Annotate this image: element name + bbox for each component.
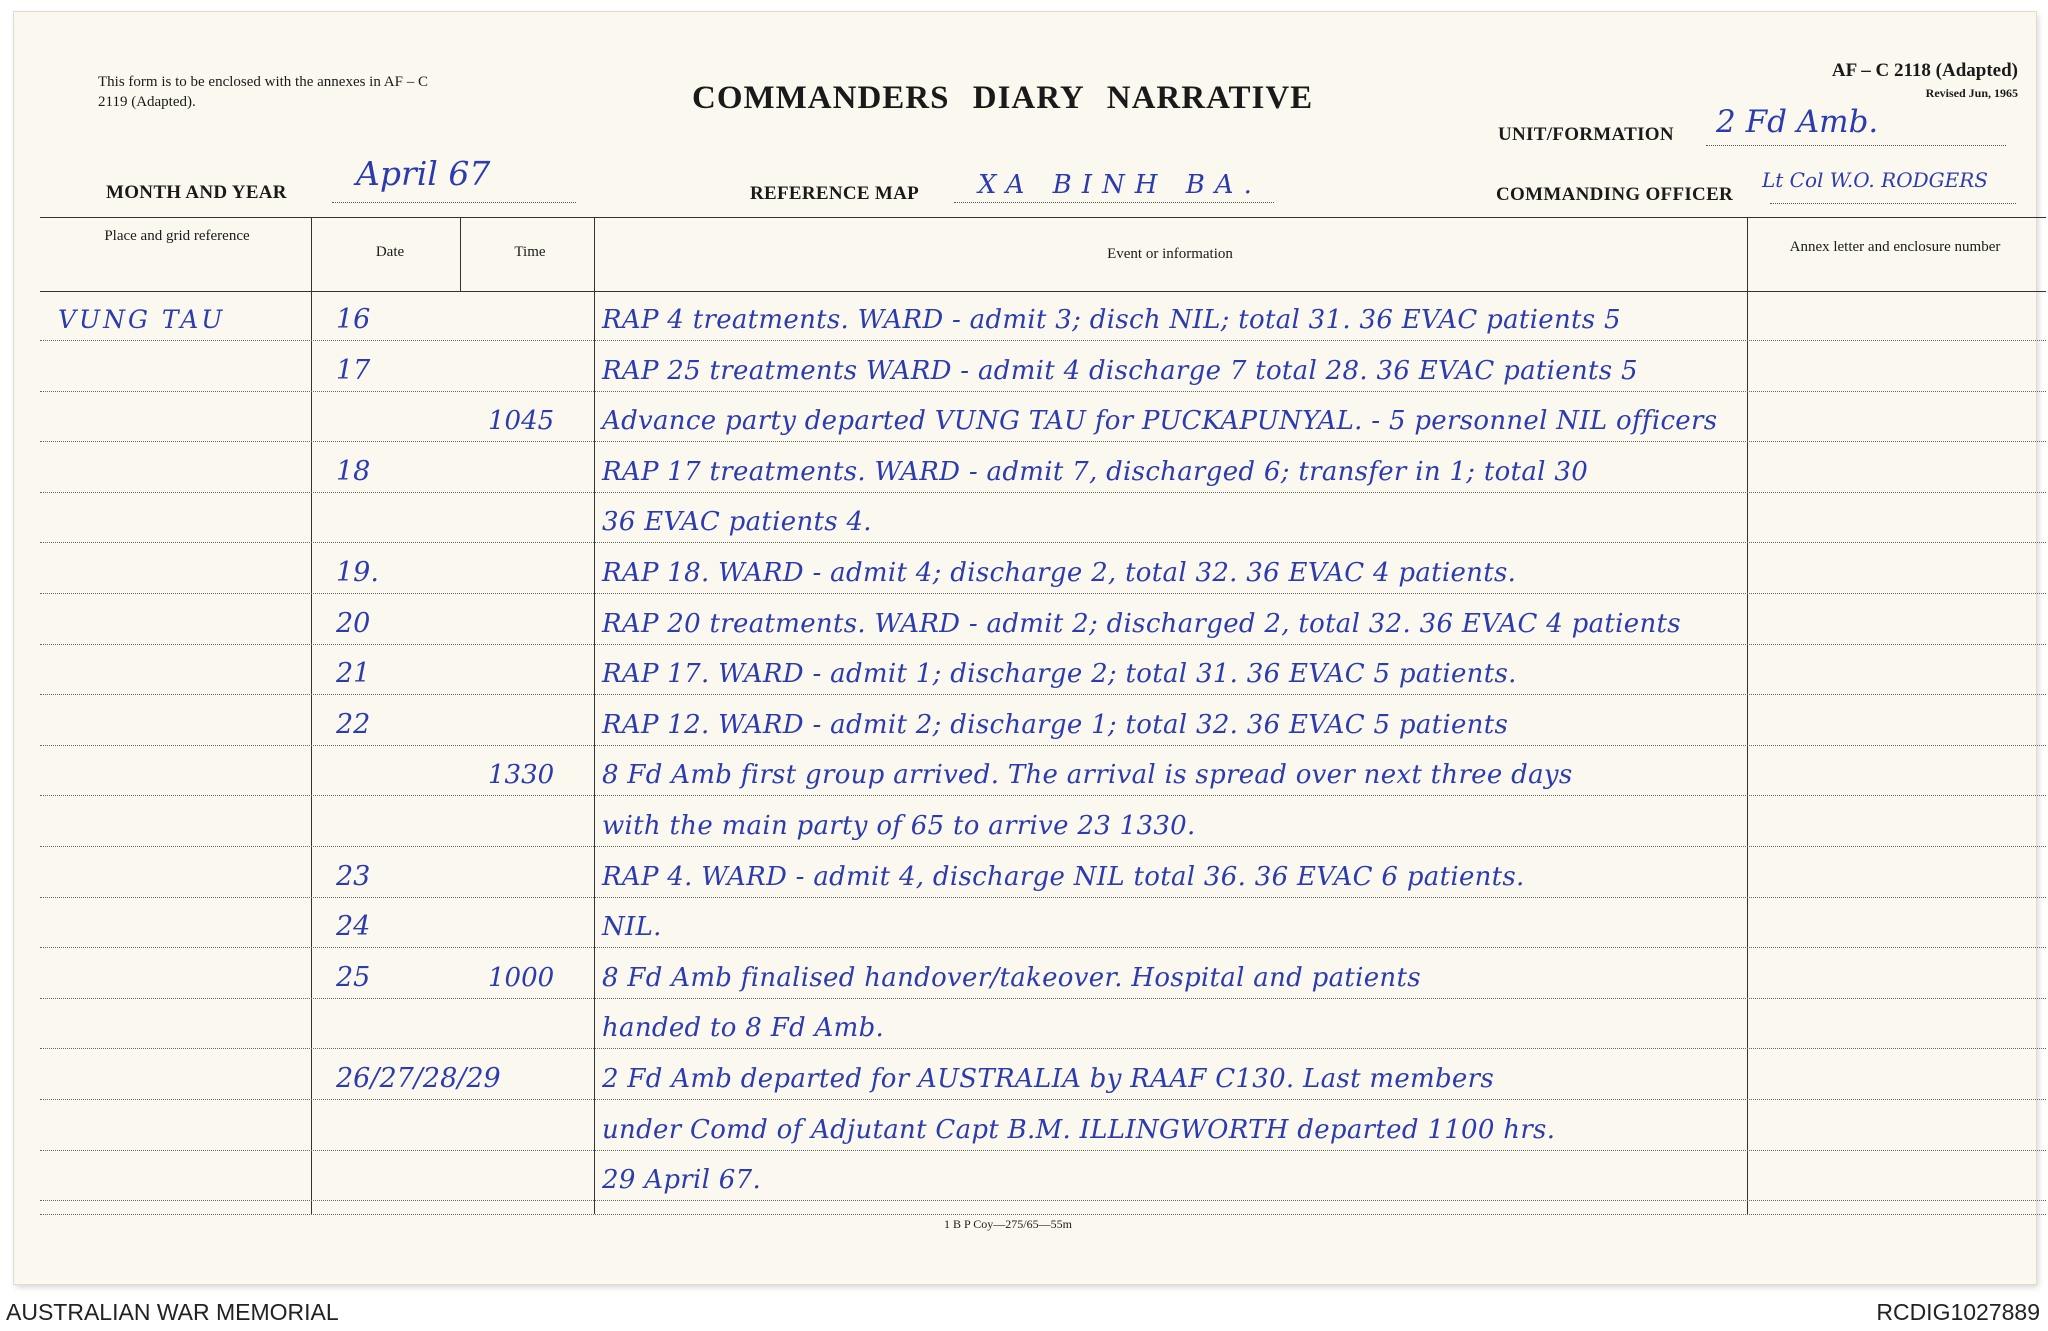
event-cell: 8 Fd Amb finalised handover/takeover. Hospital and patients <box>602 962 1421 993</box>
date-cell: 23 <box>336 860 371 892</box>
column-divider-date <box>311 217 312 1214</box>
commanding-officer-line <box>1770 203 2016 204</box>
event-cell: 36 EVAC patients 4. <box>602 507 872 538</box>
table-header-rule <box>40 291 2046 292</box>
row-rule <box>40 492 2046 493</box>
row-rule <box>40 745 2046 746</box>
row-rule <box>40 998 2046 999</box>
unit-formation-line <box>1706 145 2006 146</box>
form-code: AF – C 2118 (Adapted) <box>1831 60 2018 81</box>
date-cell: 24 <box>336 911 371 943</box>
event-cell: RAP 4 treatments. WARD - admit 3; disch NIL; total 31. 36 EVAC patients 5 <box>602 305 1621 335</box>
commanding-officer-label: COMMANDING OFFICER <box>1496 184 1734 205</box>
date-cell: 17 <box>336 354 371 386</box>
form-code-block <box>1832 60 2018 101</box>
commanding-officer-value: Lt Col W.O. RODGERS <box>1762 168 1988 192</box>
header-event: Event or information <box>1107 246 1233 262</box>
header-time: Time <box>514 244 546 260</box>
footer-record-id: RCDIG1027889 <box>1876 1299 2040 1325</box>
form-title: COMMANDERS DIARY NARRATIVE <box>692 80 1314 116</box>
row-rule <box>40 795 2046 796</box>
event-cell: 8 Fd Amb first group arrived. The arrival is spread over next three days <box>602 760 1573 791</box>
event-cell: with the main party of 65 to arrive 23 1330. <box>602 811 1196 841</box>
printer-imprint: 1 B P Coy—275/65—55m <box>944 1217 1072 1231</box>
form-revision: Revised Jun, 1965 <box>1925 86 2018 100</box>
row-rule <box>40 391 2046 392</box>
date-cell: 22 <box>336 708 371 740</box>
event-cell: 29 April 67. <box>602 1165 762 1196</box>
footer-source: AUSTRALIAN WAR MEMORIAL <box>6 1299 339 1325</box>
month-year-line <box>332 202 576 203</box>
row-rule <box>40 1099 2046 1100</box>
unit-formation-value: 2 Fd Amb. <box>1716 104 1879 140</box>
event-cell: RAP 20 treatments. WARD - admit 2; discharged 2, total 32. 36 EVAC 4 patients <box>602 608 1681 639</box>
column-divider-annex <box>1747 217 1748 1214</box>
unit-formation-label: UNIT/FORMATION <box>1498 124 1674 145</box>
event-cell: RAP 12. WARD - admit 2; discharge 1; total 32. 36 EVAC 5 patients <box>602 709 1509 740</box>
table-top-rule <box>40 217 2046 218</box>
place-cell: VUNG TAU <box>58 305 226 334</box>
event-cell: RAP 25 treatments WARD - admit 4 discharge 7 total 28. 36 EVAC patients 5 <box>602 355 1638 386</box>
time-cell: 1045 <box>488 406 555 437</box>
event-cell: under Comd of Adjutant Capt B.M. ILLINGWORTH departed 1100 hrs. <box>602 1114 1556 1145</box>
row-rule <box>40 340 2046 341</box>
date-cell: 21 <box>336 658 371 690</box>
row-rule <box>40 1048 2046 1049</box>
date-cell: 20 <box>336 607 371 639</box>
month-year-label: MONTH AND YEAR <box>106 182 287 203</box>
date-cell: 19. <box>336 557 379 588</box>
row-rule <box>40 1150 2046 1151</box>
row-rule <box>40 694 2046 695</box>
enclosure-notice: This form is to be enclosed with the annexes in AF – C 2119 (Adapted). <box>98 74 428 110</box>
row-rule <box>40 846 2046 847</box>
event-cell: handed to 8 Fd Amb. <box>602 1013 885 1044</box>
column-divider-time <box>460 217 461 291</box>
event-cell: RAP 4. WARD - admit 4, discharge NIL total 36. 36 EVAC 6 patients. <box>602 861 1525 892</box>
event-cell: RAP 17 treatments. WARD - admit 7, discharged 6; transfer in 1; total 30 <box>602 456 1589 487</box>
time-cell: 1330 <box>488 760 555 791</box>
row-rule <box>40 593 2046 594</box>
row-rule <box>40 897 2046 898</box>
row-rule <box>40 542 2046 543</box>
time-cell: 1000 <box>488 962 555 993</box>
event-cell: RAP 18. WARD - admit 4; discharge 2, total 32. 36 EVAC 4 patients. <box>602 558 1517 588</box>
row-rule <box>40 441 2046 442</box>
header-annex: Annex letter and enclosure number <box>1789 239 2001 255</box>
date-cell: 25 <box>336 961 371 993</box>
date-cell: 26/27/28/29 <box>336 1063 501 1094</box>
date-cell: 18 <box>336 455 371 487</box>
column-divider-event <box>594 217 595 1214</box>
row-rule <box>40 947 2046 948</box>
header-date: Date <box>375 244 405 260</box>
month-year-value: April 67 <box>356 154 491 193</box>
reference-map-line <box>954 202 1274 203</box>
event-cell: Advance party departed VUNG TAU for PUCKAPUNYAL. - 5 personnel NIL officers <box>602 406 1718 437</box>
event-cell: 2 Fd Amb departed for AUSTRALIA by RAAF C130. Last members <box>602 1064 1494 1094</box>
table-bottom-rule <box>40 1214 2046 1215</box>
event-cell: NIL. <box>602 912 662 943</box>
header-place: Place and grid reference <box>104 228 250 244</box>
row-rule <box>40 1200 2046 1201</box>
event-cell: RAP 17. WARD - admit 1; discharge 2; total 31. 36 EVAC 5 patients. <box>602 659 1517 690</box>
row-rule <box>40 644 2046 645</box>
reference-map-label: REFERENCE MAP <box>750 183 920 204</box>
date-cell: 16 <box>336 304 371 335</box>
reference-map-value: XA BINH BA. <box>978 170 1262 200</box>
